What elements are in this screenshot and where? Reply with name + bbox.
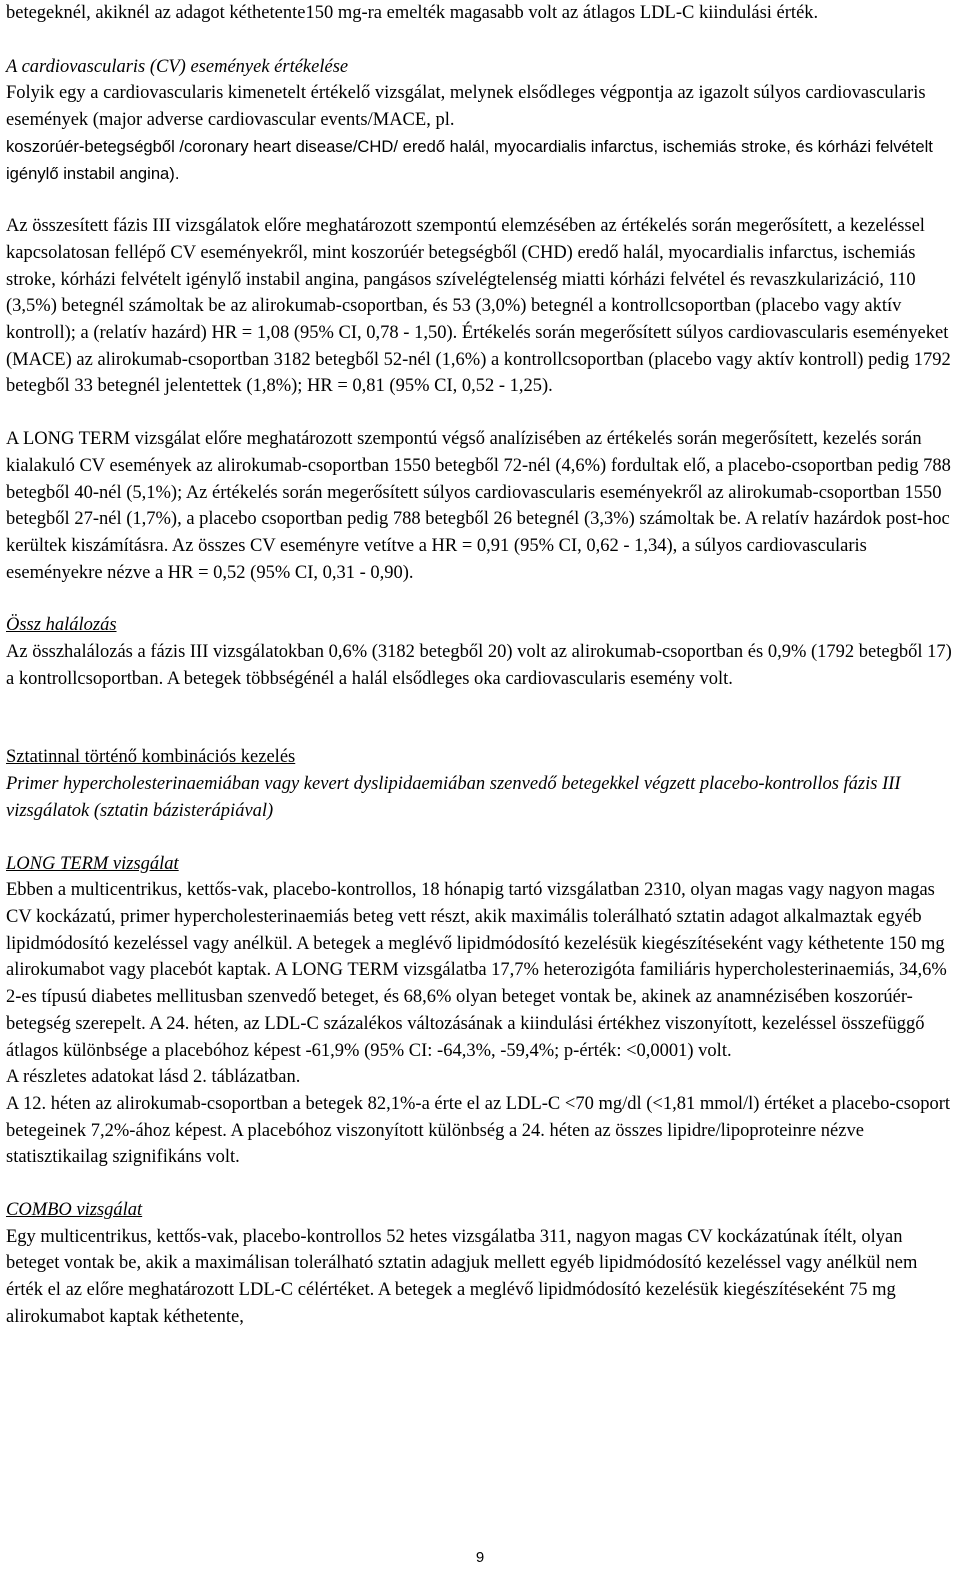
combo-study-paragraph: Egy multicentrikus, kettős-vak, placebo-kontrollos 52 hetes vizsgálatba 311, nagyon magas CV kockázatúnak ítélt, olyan beteget vontak be, akik a maximálisan tolerálható sztatin adagjuk mellett egyéb lipidmódosító kezeléssel vagy anélkül nem érték el az előre meghatározott LDL-C célértéket. A betegek a meglévő lipidmódosító kezelésük kiegészítéseként 75 mg alirokumabot kaptak kéthetente, xyxy=(6,1226,918,1327)
mortality-paragraph: Az összhalálozás a fázis III vizsgálatokban 0,6% (3182 betegből 20) volt az alirokumab-csoportban és 0,9% (1792 betegből 17) a kontrollcsoportban. A betegek többségénél a halál elsődleges oka cardiovascularis esemény volt. xyxy=(6,642,952,689)
page-number: 9 xyxy=(475,1549,485,1566)
statin-combination-subheading: Primer hypercholesterinaemiában vagy kevert dyslipidaemiában szenvedő betegekkel végzett placebo-kontrollos fázis III vizsgálatok (sztatin bázisterápiával) xyxy=(6,774,901,821)
document-page xyxy=(6,0,954,1331)
cv-events-text-continued: koszorúér-betegségből /coronary heart disease/CHD/ eredő halál, myocardialis infarctus, ischemiás stroke, és kórházi felvételt igénylő instabil angina). xyxy=(6,136,933,183)
intro-paragraph: betegeknél, akiknél az adagot kéthetente150 mg-ra emelték magasabb volt az átlagos LDL-C kiindulási érték. xyxy=(6,3,819,23)
cv-events-text: Folyik egy a cardiovascularis kimenetelt értékelő vizsgálat, melynek elsődleges végpontja az igazolt súlyos cardiovascularis események (major adverse cardiovascular events/MACE, pl. xyxy=(6,83,926,131)
table-reference: A részletes adatokat lásd 2. táblázatban. xyxy=(6,1067,301,1088)
cv-events-heading: A cardiovascularis (CV) események értékelése xyxy=(6,56,349,77)
long-term-study-paragraph: Ebben a multicentrikus, kettős-vak, placebo-kontrollos, 18 hónapig tartó vizsgálatban 2310, olyan magas vagy nagyon magas CV kockázatú, primer hypercholesterinaemiás beteg vett részt, akik maximális tolerálható sztatin adagot alkalmaztak egyéb lipidmódosító kezeléssel vagy anélkül. A betegek a meglévő lipidmódosító kezelésük kiegészítéseként vagy kéthetente 150 mg alirokumabot vagy placebót kaptak. A LONG TERM vizsgálatba 17,7% heterozigóta familiáris hypercholesterinaemiás, 34,6% 2-es típusú diabetes mellitusban szenvedő beteget, és 68,6% olyan beteget vontak be, akinek az anamnézisében koszorúér-betegség szerepelt. A 24. héten, az LDL-C százalékos változásának a kiindulási értékhez viszonyított, kezeléssel összefüggő átlagos különbsége a placebóhoz képest -61,9% (95% CI: -64,3%, -59,4%; p-érték: <0,0001) volt. xyxy=(6,880,947,1061)
mortality-heading: Össz halálozás xyxy=(6,615,117,636)
long-term-final-analysis-paragraph: A LONG TERM vizsgálat előre meghatározott szempontú végső analízisében az értékelés során megerősített, kezelés során kialakuló CV események az alirokumab-csoportban 1550 betegből 72-nél (4,6%) fordultak elő, a placebo-csoportban pedig 788 betegből 40-nél (5,1%); Az értékelés során megerősített súlyos cardiovascularis eseményekről az alirokumab-csoportban 1550 betegből 27-nél (1,7%), a placebo csoportban pedig 788 betegből 26 betegnél (3,3%) számoltak be. A relatív hazárdok post-hoc kerültek kiszámításra. Az összes CV eseményre vetítve a HR = 0,91 (95% CI, 0,62 - 1,34), a súlyos cardiovascularis eseményekre nézve a HR = 0,52 (95% CI, 0,31 - 0,90). xyxy=(6,429,951,583)
statin-combination-heading: Sztatinnal történő kombinációs kezelés xyxy=(6,747,296,768)
combo-study-heading: COMBO vizsgálat xyxy=(6,1200,143,1221)
cv-events-paragraph xyxy=(6,80,954,187)
long-term-study-heading: LONG TERM vizsgálat xyxy=(6,853,179,874)
week-12-results-paragraph: A 12. héten az alirokumab-csoportban a betegek 82,1%-a érte el az LDL-C <70 mg/dl (<1,81 mmol/l) értéket a placebo-csoport betegeinek 7,2%-ához képest. A placebóhoz viszonyított különbség a 24. héten az összes lipidre/lipoproteinre nézve statisztikailag szignifikáns volt. xyxy=(6,1093,950,1168)
pooled-analysis-paragraph: Az összesített fázis III vizsgálatok előre meghatározott szempontú elemzésében az értékelés során megerősített, a kezeléssel kapcsolatosan fellépő CV eseményekről, mint koszorúér betegségből (CHD) eredő halál, myocardialis infarctus, ischemiás stroke, kórházi felvételt igénylő instabil angina, pangásos szívelégtelenség miatti kórházi felvétel és revaszkularizáció, 110 (3,5%) betegnél számoltak be az alirokumab-csoportban, és 53 (3,0%) betegnél a kontrollcsoportban (placebo vagy aktív kontroll); a (relatív hazárd) HR = 1,08 (95% CI, 0,78 - 1,50). Értékelés során megerősített súlyos cardiovascularis eseményeket (MACE) az alirokumab-csoportban 3182 betegből 52-nél (1,6%) a kontrollcsoportban (placebo vagy aktív kontroll) pedig 1792 betegből 33 betegnél jelentettek (1,8%); HR = 0,81 (95% CI, 0,52 - 1,25). xyxy=(6,216,951,397)
